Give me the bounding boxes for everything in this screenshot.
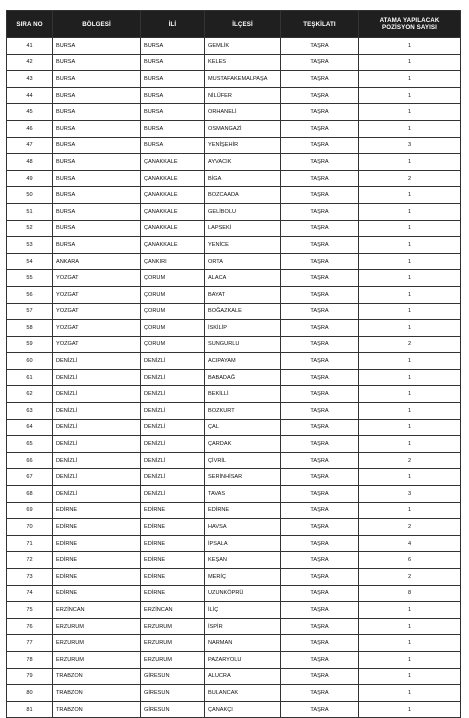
cell-sira-no: 48: [7, 154, 53, 171]
cell-teskilati: TAŞRA: [281, 38, 359, 55]
table-row: [7, 336, 461, 353]
cell-teskilati: TAŞRA: [281, 452, 359, 469]
cell-sira-no: 54: [7, 253, 53, 270]
cell-sira-no: 67: [7, 469, 53, 486]
cell-ilcesi: YENİŞEHİR: [205, 137, 281, 154]
cell-pozisyon-sayisi: 2: [359, 336, 461, 353]
cell-ilcesi: OSMANGAZİ: [205, 120, 281, 137]
cell-teskilati: TAŞRA: [281, 701, 359, 718]
header-pozisyon-line2: POZİSYON SAYISI: [382, 24, 437, 31]
cell-pozisyon-sayisi: 1: [359, 154, 461, 171]
cell-ili: ÇORUM: [141, 336, 205, 353]
cell-teskilati: TAŞRA: [281, 668, 359, 685]
cell-bolgesi: YOZGAT: [53, 286, 141, 303]
cell-teskilati: TAŞRA: [281, 369, 359, 386]
cell-ilcesi: SUNGURLU: [205, 336, 281, 353]
table-body: [7, 38, 461, 718]
cell-ilcesi: NARMAN: [205, 635, 281, 652]
cell-ili: ÇANAKKALE: [141, 220, 205, 237]
cell-pozisyon-sayisi: 1: [359, 220, 461, 237]
cell-teskilati: TAŞRA: [281, 253, 359, 270]
cell-bolgesi: DENİZLİ: [53, 452, 141, 469]
header-pozisyon-sayisi: [359, 11, 461, 38]
cell-bolgesi: DENİZLİ: [53, 353, 141, 370]
cell-teskilati: TAŞRA: [281, 336, 359, 353]
cell-ilcesi: İPSALA: [205, 535, 281, 552]
table-row: [7, 303, 461, 320]
position-table: [6, 10, 461, 718]
cell-bolgesi: DENİZLİ: [53, 469, 141, 486]
cell-bolgesi: EDİRNE: [53, 502, 141, 519]
header-teskilati: TEŞKİLATI: [281, 11, 359, 38]
cell-sira-no: 45: [7, 104, 53, 121]
table-row: [7, 353, 461, 370]
cell-teskilati: TAŞRA: [281, 71, 359, 88]
cell-bolgesi: DENİZLİ: [53, 386, 141, 403]
cell-sira-no: 81: [7, 701, 53, 718]
cell-pozisyon-sayisi: 1: [359, 120, 461, 137]
cell-bolgesi: EDİRNE: [53, 552, 141, 569]
cell-ili: GİRESUN: [141, 701, 205, 718]
table-row: [7, 386, 461, 403]
cell-bolgesi: BURSA: [53, 137, 141, 154]
table-row: [7, 120, 461, 137]
cell-bolgesi: YOZGAT: [53, 336, 141, 353]
cell-ilcesi: NİLÜFER: [205, 87, 281, 104]
cell-ili: GİRESUN: [141, 685, 205, 702]
table-row: [7, 104, 461, 121]
cell-sira-no: 57: [7, 303, 53, 320]
cell-pozisyon-sayisi: 1: [359, 419, 461, 436]
cell-ili: BURSA: [141, 104, 205, 121]
cell-teskilati: TAŞRA: [281, 502, 359, 519]
cell-teskilati: TAŞRA: [281, 303, 359, 320]
cell-pozisyon-sayisi: 1: [359, 386, 461, 403]
cell-ilcesi: İLİÇ: [205, 602, 281, 619]
cell-ili: EDİRNE: [141, 519, 205, 536]
cell-teskilati: TAŞRA: [281, 137, 359, 154]
cell-sira-no: 66: [7, 452, 53, 469]
table-row: [7, 170, 461, 187]
cell-ilcesi: PAZARYOLU: [205, 651, 281, 668]
table-row: [7, 253, 461, 270]
table-row: [7, 585, 461, 602]
cell-ilcesi: ALACA: [205, 270, 281, 287]
table-row: [7, 452, 461, 469]
cell-bolgesi: YOZGAT: [53, 320, 141, 337]
cell-bolgesi: DENİZLİ: [53, 436, 141, 453]
header-row: [7, 11, 461, 38]
cell-teskilati: TAŞRA: [281, 419, 359, 436]
cell-ilcesi: MUSTAFAKEMALPAŞA: [205, 71, 281, 88]
cell-pozisyon-sayisi: 1: [359, 369, 461, 386]
table-row: [7, 635, 461, 652]
cell-ili: ÇANAKKALE: [141, 203, 205, 220]
cell-teskilati: TAŞRA: [281, 170, 359, 187]
table-row: [7, 602, 461, 619]
cell-bolgesi: EDİRNE: [53, 519, 141, 536]
cell-teskilati: TAŞRA: [281, 436, 359, 453]
table-row: [7, 618, 461, 635]
cell-sira-no: 65: [7, 436, 53, 453]
table-row: [7, 685, 461, 702]
cell-pozisyon-sayisi: 1: [359, 203, 461, 220]
cell-sira-no: 70: [7, 519, 53, 536]
cell-pozisyon-sayisi: 1: [359, 701, 461, 718]
cell-teskilati: TAŞRA: [281, 469, 359, 486]
cell-teskilati: TAŞRA: [281, 519, 359, 536]
cell-ili: BURSA: [141, 137, 205, 154]
cell-pozisyon-sayisi: 4: [359, 535, 461, 552]
table-row: [7, 535, 461, 552]
table-row: [7, 87, 461, 104]
table-row: [7, 486, 461, 503]
cell-teskilati: TAŞRA: [281, 552, 359, 569]
table-row: [7, 552, 461, 569]
cell-teskilati: TAŞRA: [281, 54, 359, 71]
cell-bolgesi: TRABZON: [53, 668, 141, 685]
cell-pozisyon-sayisi: 3: [359, 486, 461, 503]
cell-ili: BURSA: [141, 71, 205, 88]
cell-bolgesi: TRABZON: [53, 701, 141, 718]
cell-teskilati: TAŞRA: [281, 585, 359, 602]
cell-sira-no: 80: [7, 685, 53, 702]
table-row: [7, 154, 461, 171]
cell-ilcesi: BOĞAZKALE: [205, 303, 281, 320]
cell-sira-no: 76: [7, 618, 53, 635]
cell-sira-no: 44: [7, 87, 53, 104]
header-ili: İLİ: [141, 11, 205, 38]
cell-ili: DENİZLİ: [141, 353, 205, 370]
cell-bolgesi: YOZGAT: [53, 270, 141, 287]
table-row: [7, 469, 461, 486]
cell-pozisyon-sayisi: 1: [359, 469, 461, 486]
cell-ilcesi: HAVSA: [205, 519, 281, 536]
cell-pozisyon-sayisi: 2: [359, 569, 461, 586]
cell-pozisyon-sayisi: 1: [359, 71, 461, 88]
cell-sira-no: 51: [7, 203, 53, 220]
cell-ili: EDİRNE: [141, 502, 205, 519]
cell-ili: DENİZLİ: [141, 469, 205, 486]
cell-ilcesi: GELİBOLU: [205, 203, 281, 220]
cell-teskilati: TAŞRA: [281, 220, 359, 237]
cell-ili: ERZURUM: [141, 651, 205, 668]
cell-bolgesi: BURSA: [53, 120, 141, 137]
cell-sira-no: 41: [7, 38, 53, 55]
cell-pozisyon-sayisi: 1: [359, 54, 461, 71]
table-row: [7, 502, 461, 519]
cell-sira-no: 79: [7, 668, 53, 685]
cell-ili: DENİZLİ: [141, 369, 205, 386]
cell-ili: BURSA: [141, 38, 205, 55]
cell-sira-no: 58: [7, 320, 53, 337]
cell-pozisyon-sayisi: 3: [359, 137, 461, 154]
cell-pozisyon-sayisi: 1: [359, 237, 461, 254]
cell-sira-no: 72: [7, 552, 53, 569]
table-row: [7, 38, 461, 55]
cell-pozisyon-sayisi: 1: [359, 270, 461, 287]
cell-ilcesi: ALUCRA: [205, 668, 281, 685]
cell-bolgesi: ERZİNCAN: [53, 602, 141, 619]
cell-sira-no: 78: [7, 651, 53, 668]
cell-bolgesi: ERZURUM: [53, 635, 141, 652]
cell-ilcesi: BABADAĞ: [205, 369, 281, 386]
cell-ili: EDİRNE: [141, 535, 205, 552]
cell-bolgesi: EDİRNE: [53, 569, 141, 586]
cell-pozisyon-sayisi: 1: [359, 353, 461, 370]
cell-pozisyon-sayisi: 1: [359, 618, 461, 635]
cell-ilcesi: ÇARDAK: [205, 436, 281, 453]
table-row: [7, 71, 461, 88]
cell-bolgesi: EDİRNE: [53, 535, 141, 552]
cell-ili: ÇORUM: [141, 303, 205, 320]
cell-bolgesi: YOZGAT: [53, 303, 141, 320]
cell-teskilati: TAŞRA: [281, 237, 359, 254]
cell-ili: DENİZLİ: [141, 419, 205, 436]
cell-bolgesi: ANKARA: [53, 253, 141, 270]
cell-ili: GİRESUN: [141, 668, 205, 685]
cell-ilcesi: ORTA: [205, 253, 281, 270]
cell-bolgesi: BURSA: [53, 104, 141, 121]
cell-ilcesi: ÇAL: [205, 419, 281, 436]
cell-sira-no: 60: [7, 353, 53, 370]
cell-bolgesi: BURSA: [53, 54, 141, 71]
table-row: [7, 54, 461, 71]
cell-sira-no: 49: [7, 170, 53, 187]
cell-teskilati: TAŞRA: [281, 187, 359, 204]
cell-ilcesi: TAVAS: [205, 486, 281, 503]
cell-teskilati: TAŞRA: [281, 353, 359, 370]
cell-ili: ÇANAKKALE: [141, 237, 205, 254]
cell-bolgesi: DENİZLİ: [53, 369, 141, 386]
cell-ilcesi: BEKİLLİ: [205, 386, 281, 403]
table-row: [7, 419, 461, 436]
cell-pozisyon-sayisi: 1: [359, 651, 461, 668]
cell-ilcesi: SERİNHİSAR: [205, 469, 281, 486]
table-row: [7, 270, 461, 287]
cell-ili: BURSA: [141, 120, 205, 137]
table-row: [7, 403, 461, 420]
cell-pozisyon-sayisi: 1: [359, 320, 461, 337]
table-row: [7, 369, 461, 386]
cell-teskilati: TAŞRA: [281, 651, 359, 668]
header-bolgesi: BÖLGESİ: [53, 11, 141, 38]
cell-sira-no: 74: [7, 585, 53, 602]
cell-pozisyon-sayisi: 1: [359, 635, 461, 652]
header-sira-no: SIRA NO: [7, 11, 53, 38]
table-row: [7, 569, 461, 586]
cell-ilcesi: İSKİLİP: [205, 320, 281, 337]
cell-ilcesi: BAYAT: [205, 286, 281, 303]
table-row: [7, 651, 461, 668]
cell-sira-no: 63: [7, 403, 53, 420]
table-row: [7, 436, 461, 453]
cell-bolgesi: DENİZLİ: [53, 403, 141, 420]
cell-ili: ÇANKIRI: [141, 253, 205, 270]
cell-bolgesi: BURSA: [53, 87, 141, 104]
cell-bolgesi: BURSA: [53, 170, 141, 187]
cell-ilcesi: BULANCAK: [205, 685, 281, 702]
cell-teskilati: TAŞRA: [281, 386, 359, 403]
cell-bolgesi: BURSA: [53, 237, 141, 254]
cell-ili: ÇORUM: [141, 286, 205, 303]
cell-pozisyon-sayisi: 1: [359, 187, 461, 204]
cell-ili: DENİZLİ: [141, 403, 205, 420]
cell-sira-no: 68: [7, 486, 53, 503]
table-row: [7, 187, 461, 204]
cell-sira-no: 52: [7, 220, 53, 237]
cell-bolgesi: BURSA: [53, 38, 141, 55]
cell-sira-no: 59: [7, 336, 53, 353]
cell-pozisyon-sayisi: 1: [359, 303, 461, 320]
table-row: [7, 220, 461, 237]
cell-bolgesi: TRABZON: [53, 685, 141, 702]
table-row: [7, 237, 461, 254]
table-row: [7, 701, 461, 718]
cell-sira-no: 55: [7, 270, 53, 287]
cell-bolgesi: BURSA: [53, 187, 141, 204]
cell-ilcesi: YENİCE: [205, 237, 281, 254]
cell-bolgesi: BURSA: [53, 220, 141, 237]
cell-pozisyon-sayisi: 8: [359, 585, 461, 602]
cell-pozisyon-sayisi: 1: [359, 685, 461, 702]
cell-sira-no: 56: [7, 286, 53, 303]
cell-teskilati: TAŞRA: [281, 535, 359, 552]
cell-pozisyon-sayisi: 1: [359, 403, 461, 420]
cell-ili: EDİRNE: [141, 569, 205, 586]
cell-teskilati: TAŞRA: [281, 87, 359, 104]
cell-teskilati: TAŞRA: [281, 320, 359, 337]
table-row: [7, 668, 461, 685]
table-row: [7, 320, 461, 337]
position-table-sheet: [6, 10, 460, 718]
cell-ilcesi: UZUNKÖPRÜ: [205, 585, 281, 602]
cell-ilcesi: AYVACIK: [205, 154, 281, 171]
cell-ilcesi: LAPSEKİ: [205, 220, 281, 237]
table-row: [7, 286, 461, 303]
cell-ilcesi: BOZCAADA: [205, 187, 281, 204]
cell-pozisyon-sayisi: 6: [359, 552, 461, 569]
header-ilcesi: İLÇESİ: [205, 11, 281, 38]
cell-teskilati: TAŞRA: [281, 270, 359, 287]
cell-ili: ERZURUM: [141, 618, 205, 635]
cell-ilcesi: BİGA: [205, 170, 281, 187]
cell-teskilati: TAŞRA: [281, 104, 359, 121]
cell-sira-no: 53: [7, 237, 53, 254]
cell-ili: ÇANAKKALE: [141, 170, 205, 187]
cell-pozisyon-sayisi: 1: [359, 38, 461, 55]
cell-pozisyon-sayisi: 2: [359, 519, 461, 536]
table-row: [7, 137, 461, 154]
table-row: [7, 519, 461, 536]
cell-pozisyon-sayisi: 1: [359, 502, 461, 519]
cell-teskilati: TAŞRA: [281, 569, 359, 586]
cell-sira-no: 77: [7, 635, 53, 652]
cell-ili: EDİRNE: [141, 585, 205, 602]
cell-ilcesi: ACIPAYAM: [205, 353, 281, 370]
cell-ilcesi: GEMLİK: [205, 38, 281, 55]
cell-pozisyon-sayisi: 1: [359, 602, 461, 619]
cell-ili: DENİZLİ: [141, 436, 205, 453]
cell-ili: DENİZLİ: [141, 386, 205, 403]
cell-pozisyon-sayisi: 1: [359, 436, 461, 453]
cell-pozisyon-sayisi: 2: [359, 452, 461, 469]
cell-ilcesi: ÇANAKÇI: [205, 701, 281, 718]
cell-ili: ÇANAKKALE: [141, 187, 205, 204]
cell-ili: BURSA: [141, 54, 205, 71]
cell-ili: ÇORUM: [141, 320, 205, 337]
cell-pozisyon-sayisi: 1: [359, 104, 461, 121]
cell-ilcesi: BOZKURT: [205, 403, 281, 420]
cell-bolgesi: DENİZLİ: [53, 486, 141, 503]
cell-sira-no: 61: [7, 369, 53, 386]
cell-ili: ÇORUM: [141, 270, 205, 287]
cell-sira-no: 46: [7, 120, 53, 137]
cell-ili: DENİZLİ: [141, 486, 205, 503]
cell-teskilati: TAŞRA: [281, 618, 359, 635]
cell-bolgesi: BURSA: [53, 203, 141, 220]
cell-pozisyon-sayisi: 1: [359, 668, 461, 685]
cell-sira-no: 69: [7, 502, 53, 519]
cell-teskilati: TAŞRA: [281, 286, 359, 303]
cell-pozisyon-sayisi: 2: [359, 170, 461, 187]
cell-teskilati: TAŞRA: [281, 685, 359, 702]
cell-ilcesi: ÇİVRİL: [205, 452, 281, 469]
cell-teskilati: TAŞRA: [281, 120, 359, 137]
cell-bolgesi: ERZURUM: [53, 651, 141, 668]
cell-teskilati: TAŞRA: [281, 635, 359, 652]
cell-sira-no: 50: [7, 187, 53, 204]
cell-bolgesi: BURSA: [53, 71, 141, 88]
cell-ilcesi: KEŞAN: [205, 552, 281, 569]
cell-ili: ERZURUM: [141, 635, 205, 652]
cell-sira-no: 64: [7, 419, 53, 436]
cell-teskilati: TAŞRA: [281, 486, 359, 503]
cell-ilcesi: İSPİR: [205, 618, 281, 635]
cell-ili: ÇANAKKALE: [141, 154, 205, 171]
cell-teskilati: TAŞRA: [281, 602, 359, 619]
cell-sira-no: 62: [7, 386, 53, 403]
cell-sira-no: 71: [7, 535, 53, 552]
table-row: [7, 203, 461, 220]
cell-ilcesi: EDİRNE: [205, 502, 281, 519]
cell-teskilati: TAŞRA: [281, 403, 359, 420]
cell-sira-no: 73: [7, 569, 53, 586]
cell-sira-no: 43: [7, 71, 53, 88]
cell-bolgesi: EDİRNE: [53, 585, 141, 602]
cell-pozisyon-sayisi: 1: [359, 87, 461, 104]
cell-ilcesi: ORHANELİ: [205, 104, 281, 121]
cell-pozisyon-sayisi: 1: [359, 253, 461, 270]
cell-teskilati: TAŞRA: [281, 203, 359, 220]
cell-bolgesi: ERZURUM: [53, 618, 141, 635]
cell-ili: BURSA: [141, 87, 205, 104]
cell-ili: ERZİNCAN: [141, 602, 205, 619]
cell-sira-no: 75: [7, 602, 53, 619]
cell-ili: DENİZLİ: [141, 452, 205, 469]
cell-sira-no: 47: [7, 137, 53, 154]
cell-ili: EDİRNE: [141, 552, 205, 569]
cell-bolgesi: BURSA: [53, 154, 141, 171]
header-pozisyon-line1: ATAMA YAPILACAK: [379, 17, 440, 24]
cell-ilcesi: KELES: [205, 54, 281, 71]
cell-sira-no: 42: [7, 54, 53, 71]
cell-ilcesi: MERİÇ: [205, 569, 281, 586]
cell-pozisyon-sayisi: 1: [359, 286, 461, 303]
cell-teskilati: TAŞRA: [281, 154, 359, 171]
cell-bolgesi: DENİZLİ: [53, 419, 141, 436]
